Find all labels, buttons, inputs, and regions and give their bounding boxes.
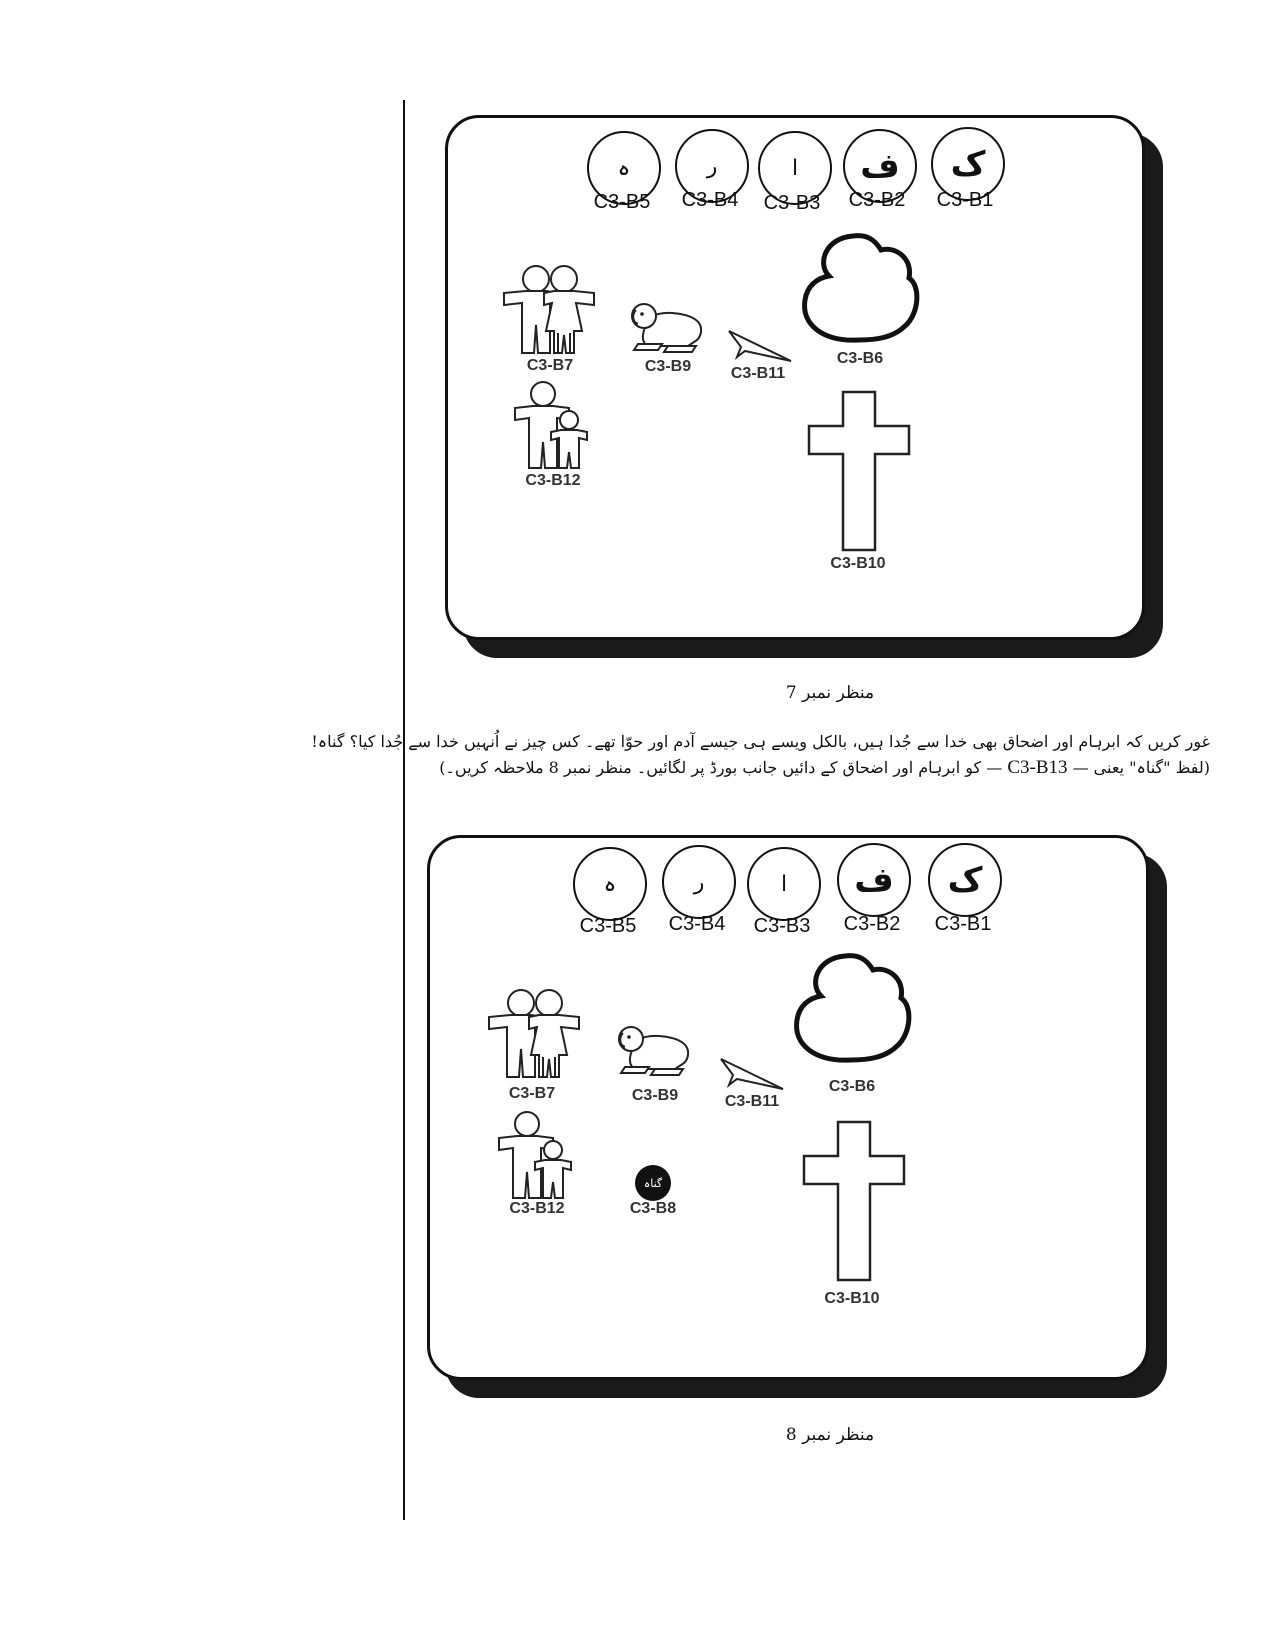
lamb-figure bbox=[628, 300, 708, 355]
letter-circle-b1: ک bbox=[928, 843, 1002, 917]
couple-label: C3-B7 bbox=[508, 1085, 556, 1102]
letter-label-b2: C3-B2 bbox=[848, 189, 906, 211]
letter-circle-b5: ہ bbox=[573, 847, 647, 921]
letter-label-b4: C3-B4 bbox=[681, 189, 739, 211]
letter-circle-b1: ک bbox=[931, 127, 1005, 201]
heart-label: C3-B6 bbox=[836, 350, 884, 367]
felt-board-scene-8 bbox=[427, 835, 1149, 1380]
arrow-figure bbox=[725, 327, 795, 367]
father-son-label: C3-B12 bbox=[509, 1200, 565, 1217]
letter-label-b5: C3-B5 bbox=[579, 915, 637, 937]
arrow-label: C3-B11 bbox=[724, 1093, 780, 1110]
letter-label-b4: C3-B4 bbox=[668, 913, 726, 935]
instruction-line-2-end: — کو ابرہام اور اضحاق کے دائیں جانب بورڈ پر لگائیں۔ منظر نمبر 8 ملاحظہ کریں۔) bbox=[439, 758, 1003, 777]
margin-rule bbox=[403, 100, 405, 1520]
letter-circle-b4: ر bbox=[662, 845, 736, 919]
couple-label: C3-B7 bbox=[526, 357, 574, 374]
father-son-figure bbox=[497, 1110, 577, 1200]
sin-badge-text: گناہ bbox=[643, 1176, 663, 1190]
heart-figure bbox=[795, 230, 923, 348]
lamb-label: C3-B9 bbox=[631, 1087, 679, 1104]
letter-circle-b3: ا bbox=[747, 847, 821, 921]
cross-label: C3-B10 bbox=[830, 555, 886, 572]
heart-label: C3-B6 bbox=[828, 1078, 876, 1095]
sin-badge bbox=[635, 1165, 671, 1201]
couple-figure bbox=[500, 263, 600, 355]
letter-label-b3: C3-B3 bbox=[763, 192, 821, 214]
letter-label-b3: C3-B3 bbox=[753, 915, 811, 937]
letter-circle-b5: ہ bbox=[587, 131, 661, 205]
letter-label-b2: C3-B2 bbox=[843, 913, 901, 935]
couple-figure bbox=[485, 987, 585, 1079]
instruction-line-2 bbox=[439, 757, 1210, 778]
cross-figure bbox=[807, 390, 911, 552]
sin-label: C3-B8 bbox=[629, 1200, 677, 1217]
felt-board-scene-7 bbox=[445, 115, 1145, 640]
letter-label-b1: C3-B1 bbox=[936, 189, 994, 211]
lamb-figure bbox=[615, 1023, 695, 1078]
father-son-figure bbox=[513, 380, 593, 470]
letter-label-b1: C3-B1 bbox=[934, 913, 992, 935]
father-son-label: C3-B12 bbox=[525, 472, 581, 489]
instruction-line-1: غور کریں کہ ابرہام اور اضحاق بھی خدا سے جُدا ہیں، بالکل ویسے ہی جیسے آدم اور حوّا تھے۔ کس چیز نے اُنہیں خدا سے جُدا کیا؟ گناہ! bbox=[311, 732, 1210, 751]
arrow-figure bbox=[717, 1055, 787, 1095]
lamb-label: C3-B9 bbox=[644, 358, 692, 375]
caption-scene-8: منظر نمبر 8 bbox=[785, 1425, 875, 1445]
heart-figure bbox=[787, 950, 915, 1068]
arrow-label: C3-B11 bbox=[730, 365, 786, 382]
letter-circle-b2: ف bbox=[837, 843, 911, 917]
letter-circle-b3: ا bbox=[758, 131, 832, 205]
caption-scene-7: منظر نمبر 7 bbox=[785, 683, 875, 703]
cross-figure bbox=[802, 1120, 906, 1282]
letter-label-b5: C3-B5 bbox=[593, 191, 651, 213]
letter-circle-b4: ر bbox=[675, 129, 749, 203]
cross-label: C3-B10 bbox=[824, 1290, 880, 1307]
instruction-line-2-start: (لفظ "گناہ" یعنی — bbox=[1072, 758, 1210, 777]
letter-circle-b2: ف bbox=[843, 129, 917, 203]
instruction-code-b13: C3-B13 bbox=[1007, 757, 1068, 778]
